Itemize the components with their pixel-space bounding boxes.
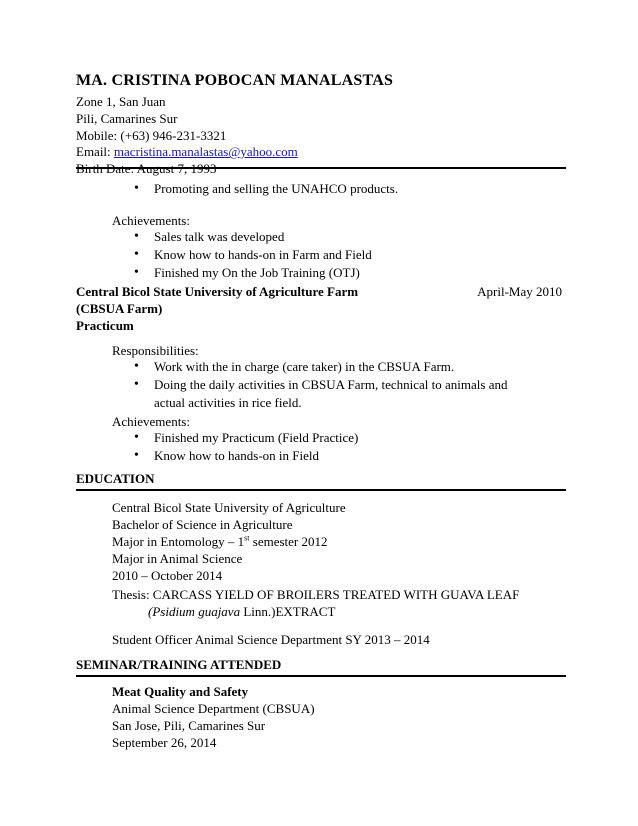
thesis-suffix: Linn.)EXTRACT [240,604,336,619]
address-line-1: Zone 1, San Juan [76,94,166,109]
email-label: Email: [76,144,114,160]
birth-date-line: Birth Date: August 7, 1993 [76,161,217,177]
school-name: Central Bicol State University of Agriculture [112,500,346,515]
scientific-name: (Psidium guajava [148,604,241,619]
degree: Bachelor of Science in Agriculture [112,517,293,532]
address-line-2: Pili, Camarines Sur [76,110,178,126]
seminar-details [112,683,315,751]
achievements-list [130,228,560,282]
major-entomology-text: Major in Entomology – 1 [112,534,245,549]
list-item: • Sales talk was developed [130,228,560,246]
responsibilities-list [130,358,510,412]
major-entomology-term: semester 2012 [249,534,328,549]
contact-block [76,94,298,178]
mobile-line: Mobile: (+63) 946-231-3321 [76,127,227,143]
list-item: • Know how to hands-on in Field [130,447,560,465]
seminar-heading: SEMINAR/TRAINING ATTENDED [76,657,282,672]
thesis-line: Thesis: CARCASS YIELD OF BROILERS TREATED WITH GUAVA LEAF [112,587,520,602]
list-item: • Finished my Practicum (Field Practice) [130,429,560,447]
ordinal-suffix: st [244,533,250,543]
responsibilities-label: Responsibilities: [112,343,199,358]
practicum-role: Practicum [76,318,134,333]
resume-name: MA. CRISTINA POBOCAN MANALASTAS [76,72,394,89]
experience-bullets [130,180,560,198]
major-animal-science: Major in Animal Science [112,551,243,566]
list-item: • Doing the daily activities in CBSUA Farm, technical to animals and actual activities in rice field. [130,376,510,412]
practicum-achievements-label: Achievements: [112,414,190,429]
major-entomology [112,533,346,550]
practicum-org: Central Bicol State University of Agriculture Farm [76,284,359,299]
seminar-divider [76,675,566,677]
student-officer-line: Student Officer Animal Science Department SY 2013 – 2014 [112,632,430,647]
seminar-name: Meat Quality and Safety [112,684,249,699]
list-item: • Finished my On the Job Training (OTJ) [130,264,560,282]
email-line [76,144,298,161]
thesis-line-2 [148,603,335,620]
education-heading: EDUCATION [76,471,155,486]
email-link[interactable]: macristina.manalastas@yahoo.com [113,144,298,160]
education-details [112,499,346,584]
practicum-achievements-list [130,429,560,465]
achievements-label: Achievements: [112,213,190,228]
practicum-date: April-May 2010 [477,284,562,299]
education-years: 2010 – October 2014 [112,568,223,583]
header-divider [76,167,566,169]
education-divider [76,489,566,491]
practicum-org-abbrev: (CBSUA Farm) [76,301,163,316]
seminar-org: Animal Science Department (CBSUA) [112,701,315,716]
seminar-date: September 26, 2014 [112,735,217,750]
list-item: • Promoting and selling the UNAHCO products. [130,180,560,198]
list-item: • Know how to hands-on in Farm and Field [130,246,560,264]
seminar-place: San Jose, Pili, Camarines Sur [112,718,266,733]
list-item: • Work with the in charge (care taker) in the CBSUA Farm. [130,358,510,376]
